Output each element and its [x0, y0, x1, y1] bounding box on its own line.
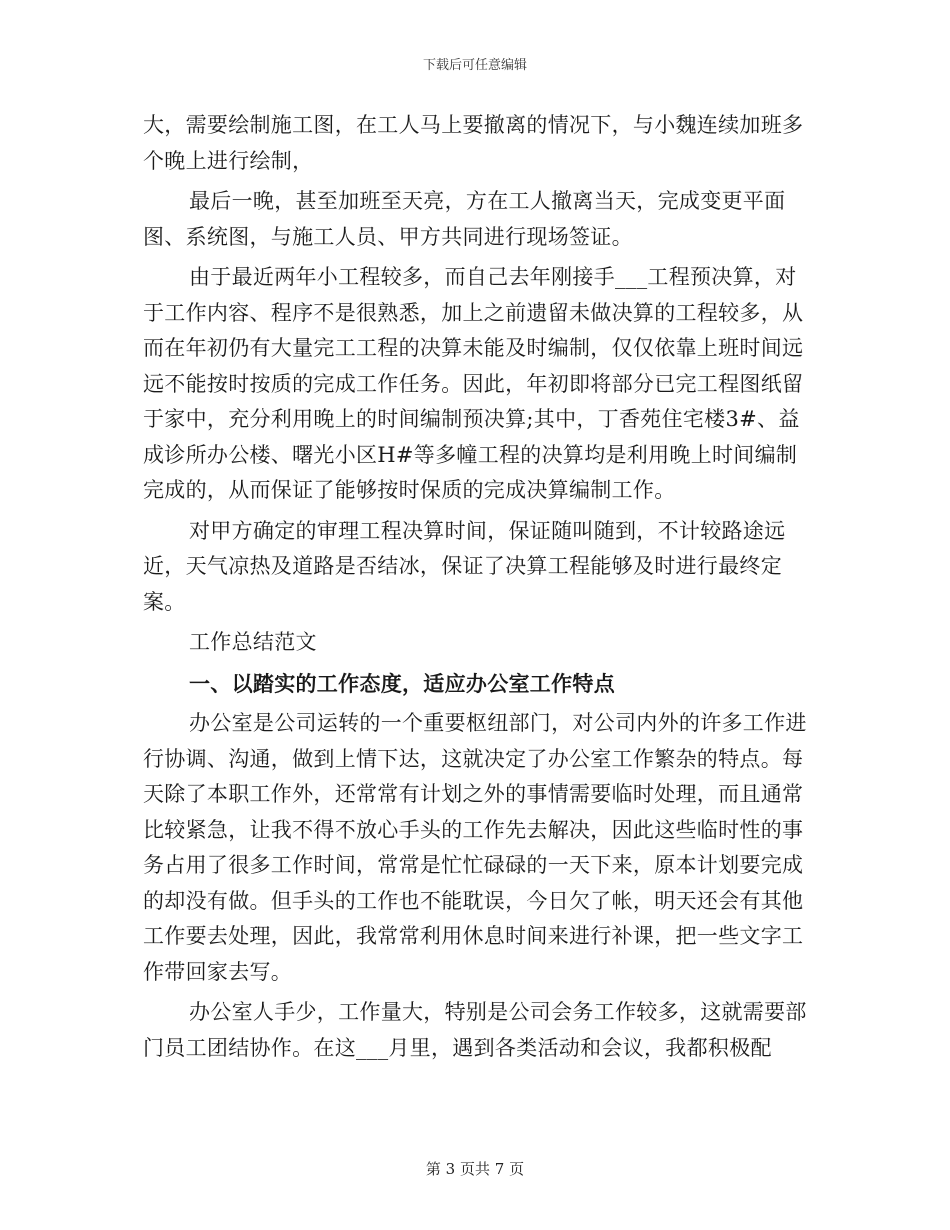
page-header-note: 下载后可任意编辑	[422, 58, 527, 73]
paragraph: 办公室人手少，工作量大，特别是公司会务工作较多，这就需要部门员工团结协作。在这___月里，遇到各类活动和会议，我都积极配	[143, 1000, 807, 1060]
paragraph-continued: 大，需要绘制施工图，在工人马上要撤离的情况下，与小魏连续加班多个晚上进行绘制，	[143, 113, 804, 173]
page-number: 第 3 页共 7 页	[425, 1160, 525, 1178]
section-heading: 一、以踏实的工作态度，适应办公室工作特点	[189, 670, 615, 696]
section-title: 工作总结范文	[189, 630, 317, 654]
paragraph: 最后一晚，甚至加班至天亮，方在工人撤离当天，完成变更平面图、系统图，与施工人员、甲方共同进行现场签证。	[143, 189, 786, 249]
paragraph: 由于最近两年小工程较多，而自己去年刚接手___工程预决算，对于工作内容、程序不是很熟悉，加上之前遗留未做决算的工程较多，从而在年初仍有大量完工工程的决算未能及时编制，仅仅依靠上班时间远远不能按时按质的完成工作任务。因此，年初即将部分已完工程图纸留于家中，充分利用晚上的时间编制预决算;其中，丁香苑住宅楼3#、益成诊所办公楼、曙光小区H#等多幢工程的决算均是利用晚上时间编制完成的，从而保证了能够按时保质的完成决算编制工作。	[143, 265, 804, 502]
paragraph: 对甲方确定的审理工程决算时间，保证随叫随到，不计较路途远近，天气凉热及道路是否结冰，保证了决算工程能够及时进行最终定案。	[143, 518, 786, 614]
document-body	[143, 108, 813, 1071]
paragraph: 办公室是公司运转的一个重要枢纽部门，对公司内外的许多工作进行协调、沟通，做到上情下达，这就决定了办公室工作繁杂的特点。每天除了本职工作外，还常常有计划之外的事情需要临时处理，而且通常比较紧急，让我不得不放心手头的工作先去解决，因此这些临时性的事务占用了很多工作时间，常常是忙忙碌碌的一天下来，原本计划要完成的却没有做。但手头的工作也不能耽误，今日欠了帐，明天还会有其他工作要去处理，因此，我常常利用休息时间来进行补课，把一些文字工作带回家去写。	[143, 711, 807, 984]
